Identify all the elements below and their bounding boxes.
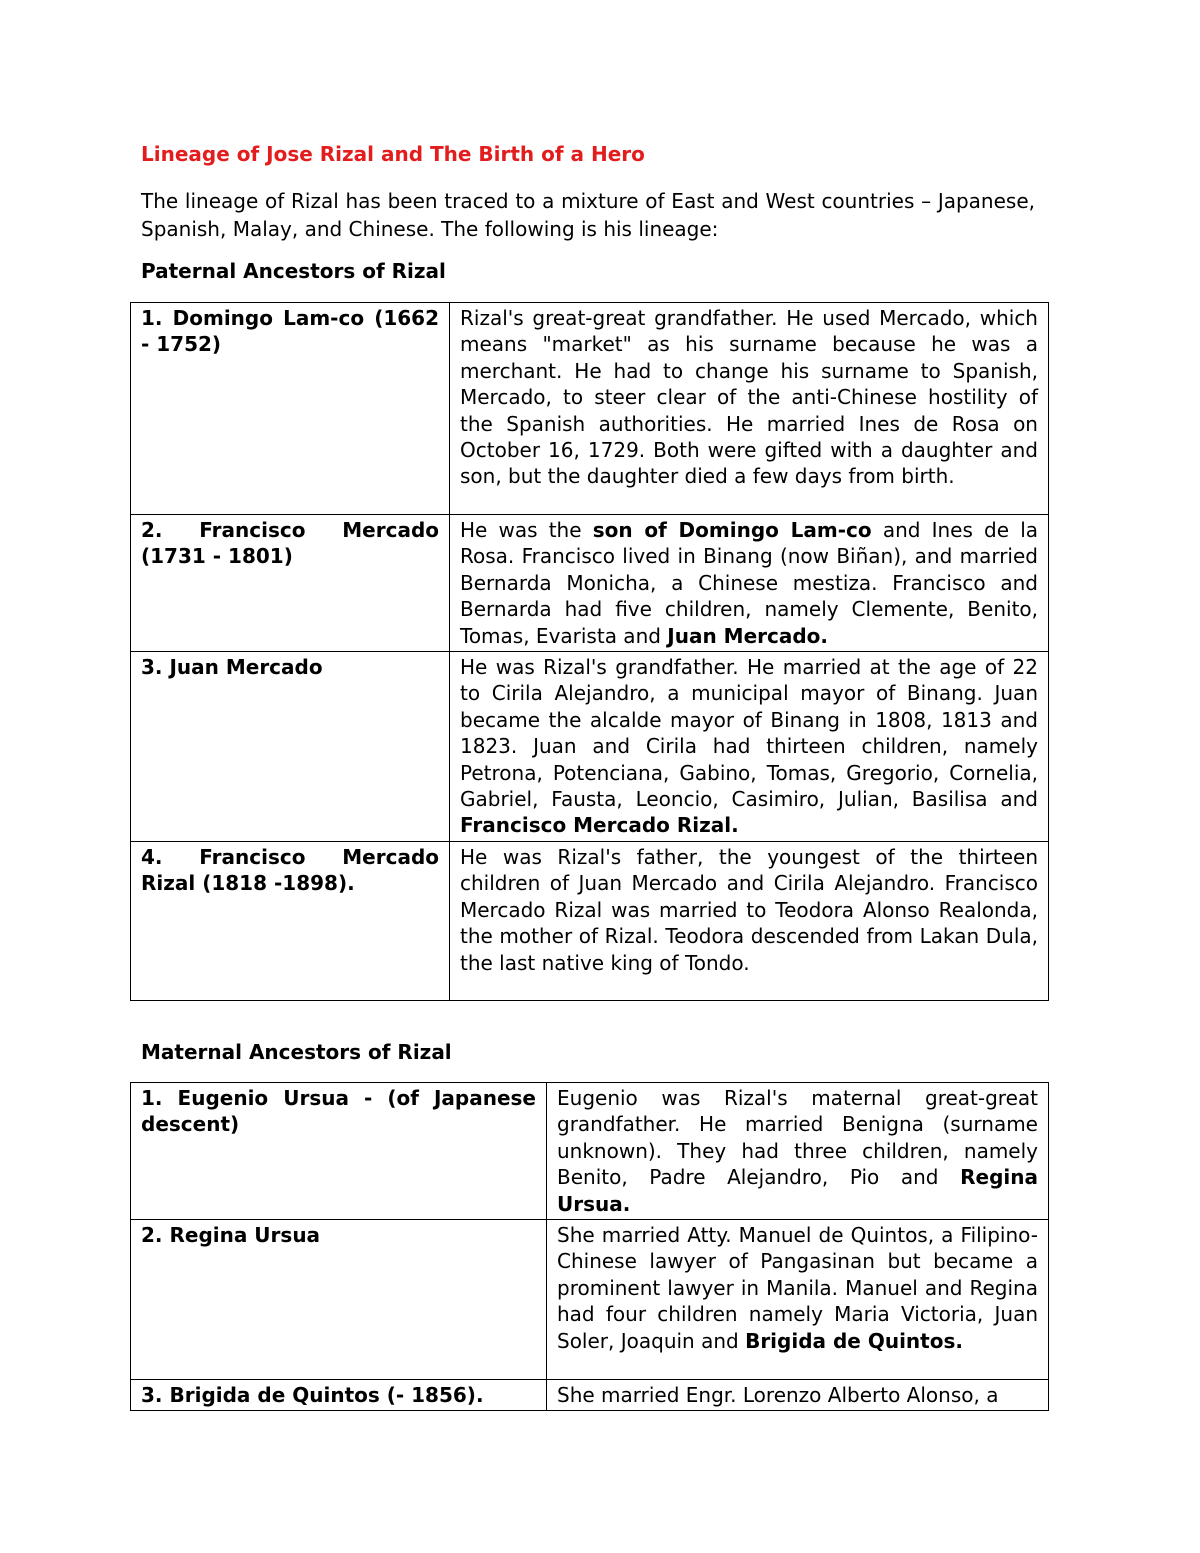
- intro-paragraph: The lineage of Rizal has been traced to a mixture of East and West countries – Japanese, Spanish, Malay, and Chinese. The following is his lineage:: [141, 189, 1035, 241]
- table-row: [131, 652, 1049, 842]
- ancestor-description: Rizal's great-great grandfather. He used Mercado, which means "market" as his surname because he was a merchant. He had to change his surname to Spanish, Mercado, to steer clear of the anti-Chinese hostility of the Spanish authorities. He married Ines de Rosa on October 16, 1729. Both were gifted with a daughter and son, but the daughter died a few days from birth.: [450, 303, 1049, 515]
- ancestor-name: 1. Eugenio Ursua - (of Japanese descent): [131, 1083, 547, 1220]
- ancestor-name: 1. Domingo Lam-co (1662 - 1752): [131, 303, 450, 515]
- ancestor-name: 2. Regina Ursua: [131, 1220, 547, 1380]
- paternal-ancestors-table: [130, 302, 1049, 1001]
- ancestor-description: She married Atty. Manuel de Quintos, a Filipino-Chinese lawyer of Pangasinan but became a prominent lawyer in Manila. Manuel and Regina had four children namely Maria Victoria, Juan Soler, Joaquin and Brigida de Quintos.: [547, 1220, 1049, 1380]
- document-title: Lineage of Jose Rizal and The Birth of a Hero: [141, 142, 645, 166]
- ancestor-description: She married Engr. Lorenzo Alberto Alonso, a: [547, 1380, 1049, 1411]
- ancestor-description: Eugenio was Rizal's maternal great-great grandfather. He married Benigna (surname unknown). They had three children, namely Benito, Padre Alejandro, Pio and Regina Ursua.: [547, 1083, 1049, 1220]
- maternal-ancestors-table: [130, 1082, 1049, 1411]
- paternal-heading: Paternal Ancestors of Rizal: [141, 259, 446, 283]
- ancestor-description: He was Rizal's father, the youngest of the thirteen children of Juan Mercado and Cirila Alejandro. Francisco Mercado Rizal was married to Teodora Alonso Realonda, the mother of Rizal. Teodora descended from Lakan Dula, the last native king of Tondo.: [450, 841, 1049, 1000]
- ancestor-name: 3. Brigida de Quintos (- 1856).: [131, 1380, 547, 1411]
- table-row: [131, 515, 1049, 652]
- table-row: [131, 1220, 1049, 1380]
- ancestor-description: He was Rizal's grandfather. He married at the age of 22 to Cirila Alejandro, a municipal mayor of Binang. Juan became the alcalde mayor of Binang in 1808, 1813 and 1823. Juan and Cirila had thirteen children, namely Petrona, Potenciana, Gabino, Tomas, Gregorio, Cornelia, Gabriel, Fausta, Leoncio, Casimiro, Julian, Basilisa and Francisco Mercado Rizal.: [450, 652, 1049, 842]
- table-row: [131, 841, 1049, 1000]
- table-row: [131, 1380, 1049, 1411]
- ancestor-name: 2. Francisco Mercado (1731 - 1801): [131, 515, 450, 652]
- ancestor-description: He was the son of Domingo Lam-co and Ines de la Rosa. Francisco lived in Binang (now Biñan), and married Bernarda Monicha, a Chinese mestiza. Francisco and Bernarda had five children, namely Clemente, Benito, Tomas, Evarista and Juan Mercado.: [450, 515, 1049, 652]
- ancestor-name: 4. Francisco Mercado Rizal (1818 -1898).: [131, 841, 450, 1000]
- table-row: [131, 303, 1049, 515]
- table-row: [131, 1083, 1049, 1220]
- ancestor-name: 3. Juan Mercado: [131, 652, 450, 842]
- maternal-heading: Maternal Ancestors of Rizal: [141, 1040, 452, 1064]
